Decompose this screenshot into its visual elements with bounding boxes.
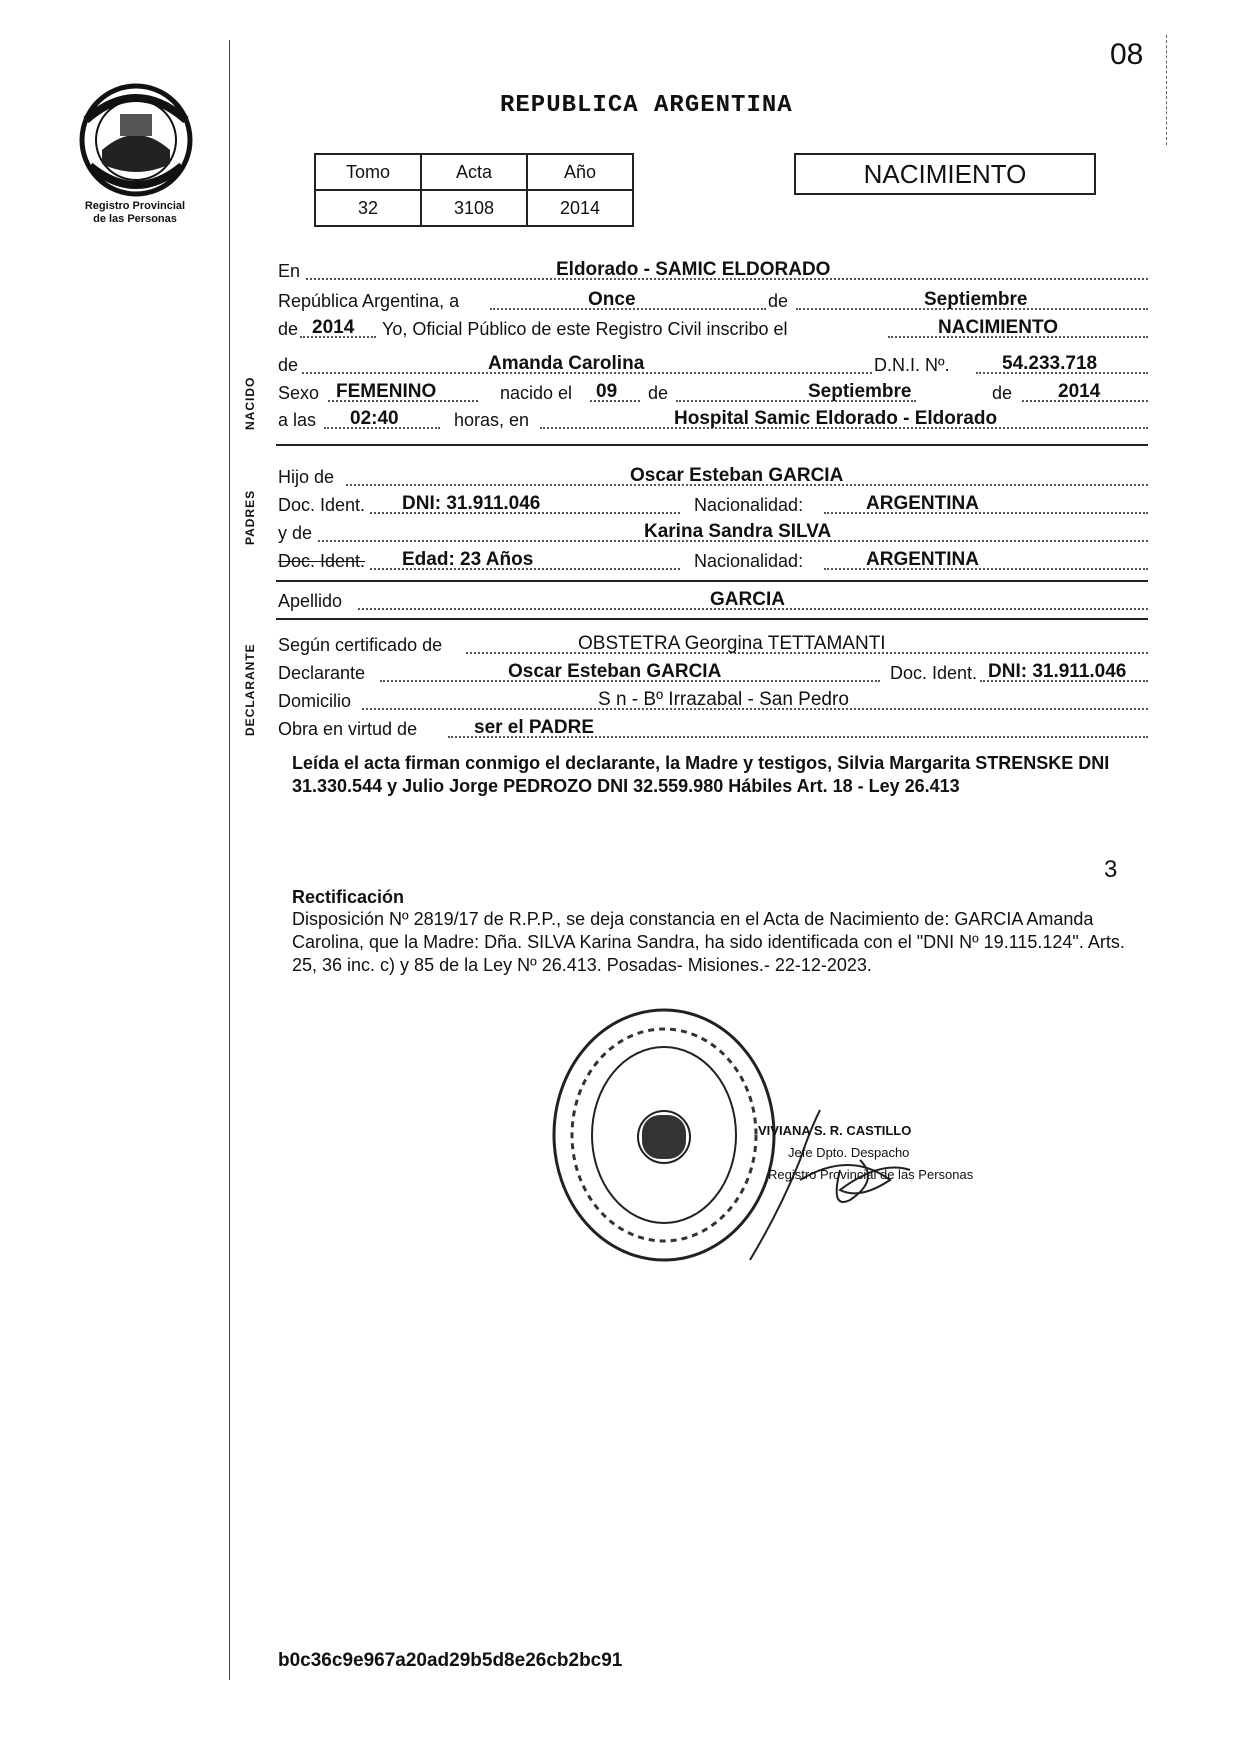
logo-caption-line: Registro Provincial: [84, 200, 186, 212]
value-surname: GARCIA: [710, 589, 785, 610]
label-doc-ident: Doc. Ident.: [278, 495, 366, 515]
country-heading: REPUBLICA ARGENTINA: [500, 92, 793, 119]
logo-caption-line: de las Personas: [93, 213, 177, 225]
value-child-dni: 54.233.718: [1002, 353, 1098, 374]
registry-value-tomo: 32: [315, 190, 421, 226]
label-obra-en-virtud: Obra en virtud de: [278, 719, 418, 739]
registry-value-acta: 3108: [421, 190, 527, 226]
line-year: [278, 314, 1148, 342]
line-child-name: [278, 350, 1148, 378]
value-declarant-name: Oscar Esteban GARCIA: [508, 661, 722, 682]
value-address: S n - Bº Irrazabal - San Pedro: [598, 689, 849, 710]
line-declarant: [278, 658, 1148, 686]
section-separator: [276, 618, 1148, 620]
label-segun-certificado: Según certificado de: [278, 635, 443, 655]
label-y-de: y de: [278, 523, 313, 543]
label-de: de: [992, 383, 1013, 403]
signature-statement: Leída el acta firman conmigo el declarante, la Madre y testigos, Silvia Margarita STRENSKE DNI 31.330.544 y Julio Jorge PEDROZO DNI 32.559.980 Hábiles Art. 18 - Ley 26.413: [292, 753, 1110, 796]
label-officer-statement: Yo, Oficial Público de este Registro Civil inscribo el: [382, 319, 788, 339]
line-father-name: [278, 462, 1148, 490]
side-label-padres: PADRES: [243, 489, 257, 545]
line-birth-time-place: [278, 405, 1148, 433]
registry-value-ano: 2014: [527, 190, 633, 226]
logo-caption: [60, 200, 210, 226]
line-mother-name: [278, 518, 1148, 546]
value-sex: FEMENINO: [336, 381, 437, 402]
label-a-las: a las: [278, 410, 317, 430]
registry-header-ano: Año: [527, 154, 633, 190]
section-separator: [276, 444, 1148, 446]
value-father-name: Oscar Esteban GARCIA: [630, 465, 844, 486]
registry-header-tomo: Tomo: [315, 154, 421, 190]
page-number: 08: [1110, 38, 1144, 71]
registry-header-acta: Acta: [421, 154, 527, 190]
label-de: de: [278, 355, 299, 375]
value-place-of-registration: Eldorado - SAMIC ELDORADO: [556, 259, 831, 280]
line-father-doc: [278, 490, 1148, 518]
line-sex-birthdate: [278, 378, 1148, 406]
signer-name: VIVIANA S. R. CASTILLO: [758, 1123, 912, 1138]
value-birth-year: 2014: [1058, 381, 1101, 402]
value-registration-month: Septiembre: [924, 289, 1028, 310]
value-declarant-doc: DNI: 31.911.046: [988, 661, 1127, 682]
value-event-type: NACIMIENTO: [938, 317, 1058, 338]
line-acting-as: [278, 714, 1148, 742]
label-apellido: Apellido: [278, 591, 343, 611]
label-dni: D.N.I. Nº.: [874, 355, 950, 375]
label-de: de: [768, 291, 789, 311]
label-nacido-el: nacido el: [500, 383, 573, 403]
misiones-coat-of-arms-icon: [76, 80, 196, 200]
label-doc-ident: Doc. Ident.: [278, 551, 366, 571]
document-hash: b0c36c9e967a20ad29b5d8e26cb2bc91: [278, 1650, 623, 1671]
value-birth-day: 09: [596, 381, 618, 402]
value-child-name: Amanda Carolina: [488, 353, 645, 374]
registry-table: [314, 153, 634, 227]
record-type-box: NACIMIENTO: [794, 153, 1096, 195]
label-en: En: [278, 261, 301, 281]
label-doc-ident: Doc. Ident.: [890, 663, 978, 683]
value-registration-day: Once: [588, 289, 636, 310]
signer-office: Registro Provincial de las Personas: [768, 1167, 974, 1182]
label-de: de: [648, 383, 669, 403]
signature-block: [758, 1120, 1008, 1186]
line-address: [278, 686, 1148, 714]
line-surname: [278, 586, 1148, 614]
line-mother-doc: [278, 546, 1148, 574]
notes-number: 3: [1104, 856, 1118, 883]
label-sexo: Sexo: [278, 383, 320, 403]
value-mother-name: Karina Sandra SILVA: [644, 521, 832, 542]
line-en: [278, 256, 1148, 284]
value-acting-as: ser el PADRE: [474, 717, 595, 738]
side-label-declarante: DECLARANTE: [243, 643, 257, 736]
rectification-text: Disposición Nº 2819/17 de R.P.P., se deja constancia en el Acta de Nacimiento de: GARCIA Amanda Carolina, que la Madre: Dña. SILVA Karina Sandra, ha sido identificada con el "DNI Nº 19.115.124". Arts. 25, 36 inc. c) y 85 de la Ley Nº 26.413. Posadas- Misiones.- 22-12-2023.: [292, 909, 1125, 975]
line-certificate: [278, 630, 1148, 658]
value-birth-place: Hospital Samic Eldorado - Eldorado: [674, 408, 998, 429]
value-registration-year: 2014: [312, 317, 355, 338]
label-hijo-de: Hijo de: [278, 467, 335, 487]
margin-line: [229, 40, 230, 1680]
value-birth-time: 02:40: [350, 408, 399, 429]
registry-header-row: [315, 154, 633, 190]
label-nacionalidad: Nacionalidad:: [694, 495, 804, 515]
registry-value-row: [315, 190, 633, 226]
rectification-title: Rectificación: [292, 887, 405, 907]
value-mother-nationality: ARGENTINA: [866, 549, 979, 570]
label-republica: República Argentina, a: [278, 291, 460, 311]
side-label-nacido: NACIDO: [243, 376, 257, 430]
value-father-doc: DNI: 31.911.046: [402, 493, 541, 514]
right-edge-line: [1166, 35, 1167, 145]
value-birth-month: Septiembre: [808, 381, 912, 402]
section-separator: [276, 580, 1148, 582]
value-mother-doc: Edad: 23 Años: [402, 549, 534, 570]
label-domicilio: Domicilio: [278, 691, 352, 711]
line-republica: [278, 286, 1148, 314]
label-de: de: [278, 319, 299, 339]
value-certificate-issuer: OBSTETRA Georgina TETTAMANTI: [578, 633, 886, 654]
value-father-nationality: ARGENTINA: [866, 493, 979, 514]
label-declarante: Declarante: [278, 663, 366, 683]
label-horas-en: horas, en: [454, 410, 530, 430]
label-nacionalidad: Nacionalidad:: [694, 551, 804, 571]
signer-role: Jefe Dpto. Despacho: [788, 1145, 910, 1160]
